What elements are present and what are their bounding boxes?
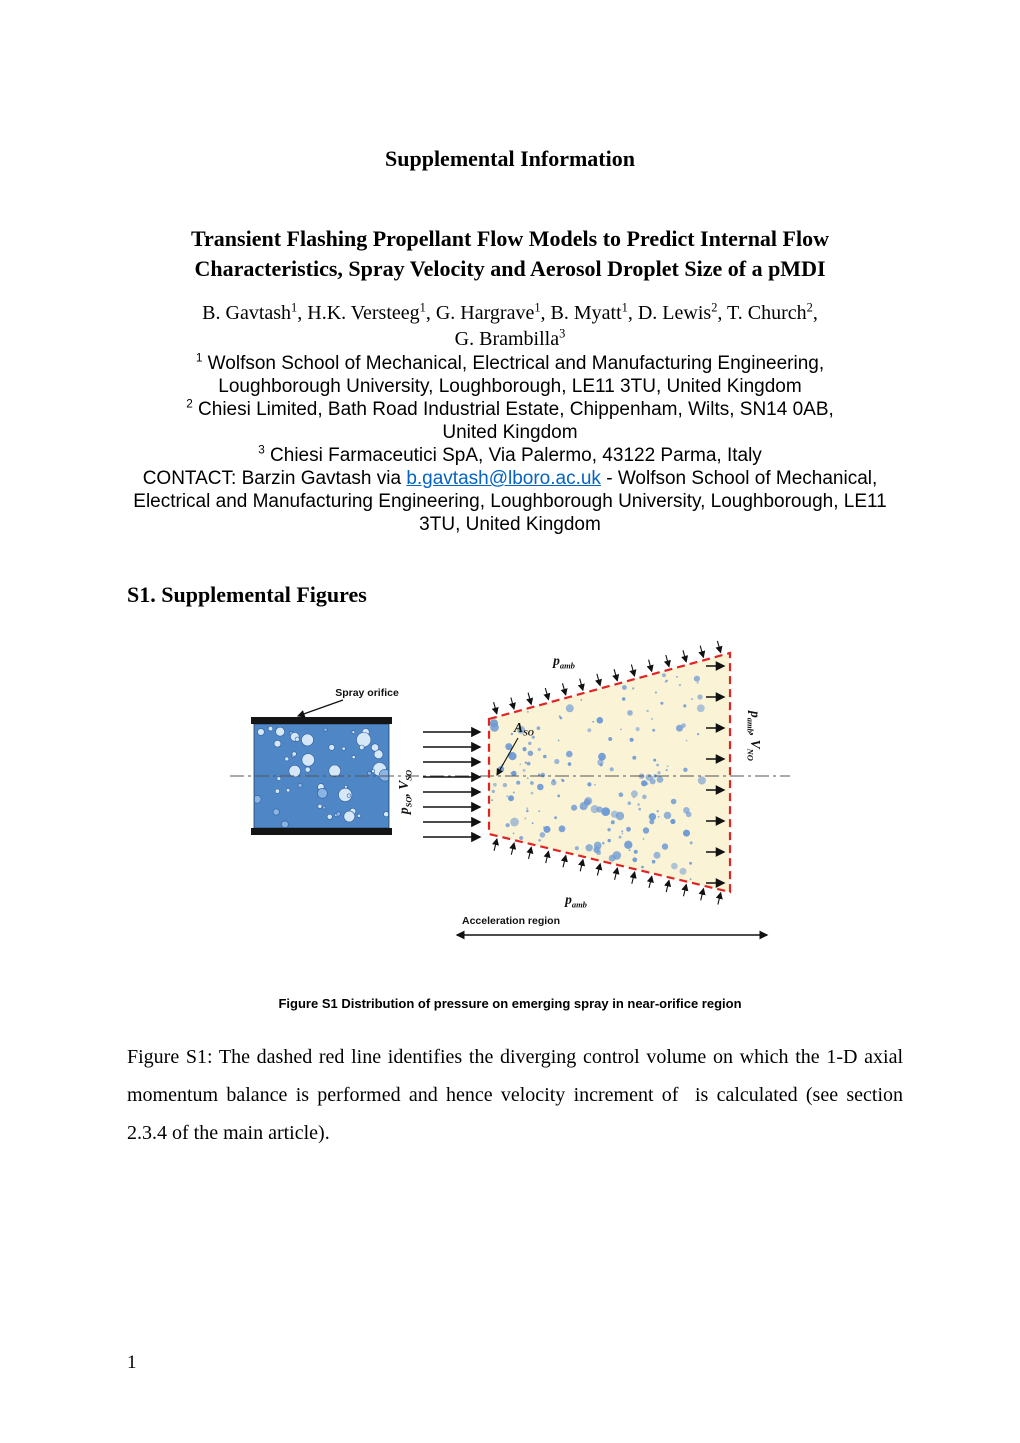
orifice-wall-bottom — [251, 828, 392, 835]
inlet-velocity-arrows — [423, 732, 480, 837]
affiliation-1: $^1$ Wolfson School of Mechanical, Electrical and Manufacturing Engineering, Loughborough University, Loughborough, LE11 3TU, United Kingdom — [195, 351, 825, 397]
figure-s1 — [224, 632, 804, 972]
contact-prefix: CONTACT: Barzin Gavtash via — [142, 468, 407, 489]
author-line-1: B. Gavtash$^1$, H.K. Versteeg$^1$, G. Hargrave$^1$, B. Myatt$^1$, D. Lewis$^2$, T. Church$^2$, — [202, 300, 818, 324]
spray-orifice-label: Spray orifice — [335, 687, 399, 699]
spray-orifice-leader-arrow — [298, 700, 343, 716]
page-number: 1 — [127, 1352, 137, 1373]
affiliation-3: $^3$ Chiesi Farmaceutici SpA, Via Palermo, 43122 Parma, Italy — [258, 443, 762, 466]
p-amb-v-no-label: $p_{amb}$, $V_{NO}$ — [745, 711, 763, 761]
p-so-v-so-label: $p_{SO}$, $V_{SO}$ — [396, 769, 414, 815]
section-heading: S1. Supplemental Figures — [127, 582, 367, 607]
orifice-wall-top — [251, 717, 392, 724]
area-so-label: $A_{SO}$ — [514, 720, 534, 738]
p-amb-top-label: $p_{amb}$ — [553, 653, 575, 671]
affiliation-2: $^2$ Chiesi Limited, Bath Road Industrial Estate, Chippenham, Wilts, SN14 0AB, United Kingdom — [186, 397, 834, 443]
author-list — [120, 300, 900, 352]
paper-title: Transient Flashing Propellant Flow Models to Predict Internal Flow Characteristics, Spray Velocity and Aerosol Droplet Size of a pMDI — [191, 226, 829, 281]
author-line-2: G. Brambilla$^3$ — [454, 326, 566, 350]
spray-orifice-graphic — [251, 717, 392, 835]
supplemental-title: Supplemental Information — [385, 146, 635, 171]
body-paragraph: Figure S1: The dashed red line identifies the diverging control volume on which the 1-D axial momentum balance is performed and hence velocity increment of is calculated (see section 2.3.4 of the main article). — [127, 1046, 903, 1144]
acceleration-region-label: Acceleration region — [461, 915, 561, 927]
figure-caption: Figure S1 Distribution of pressure on emerging spray in near-orifice region — [278, 996, 742, 1011]
contact-line — [120, 467, 900, 536]
contact-suffix: - Wolfson School of Mechanical, Electrical and Manufacturing Engineering, Loughborough University, Loughborough, LE11 3TU, United Kingdom — [133, 468, 887, 535]
contact-email-link[interactable]: b.gavtash@lboro.ac.uk — [406, 468, 601, 489]
p-amb-bottom-label: $p_{amb}$ — [565, 892, 587, 910]
affiliation-block — [120, 352, 900, 536]
